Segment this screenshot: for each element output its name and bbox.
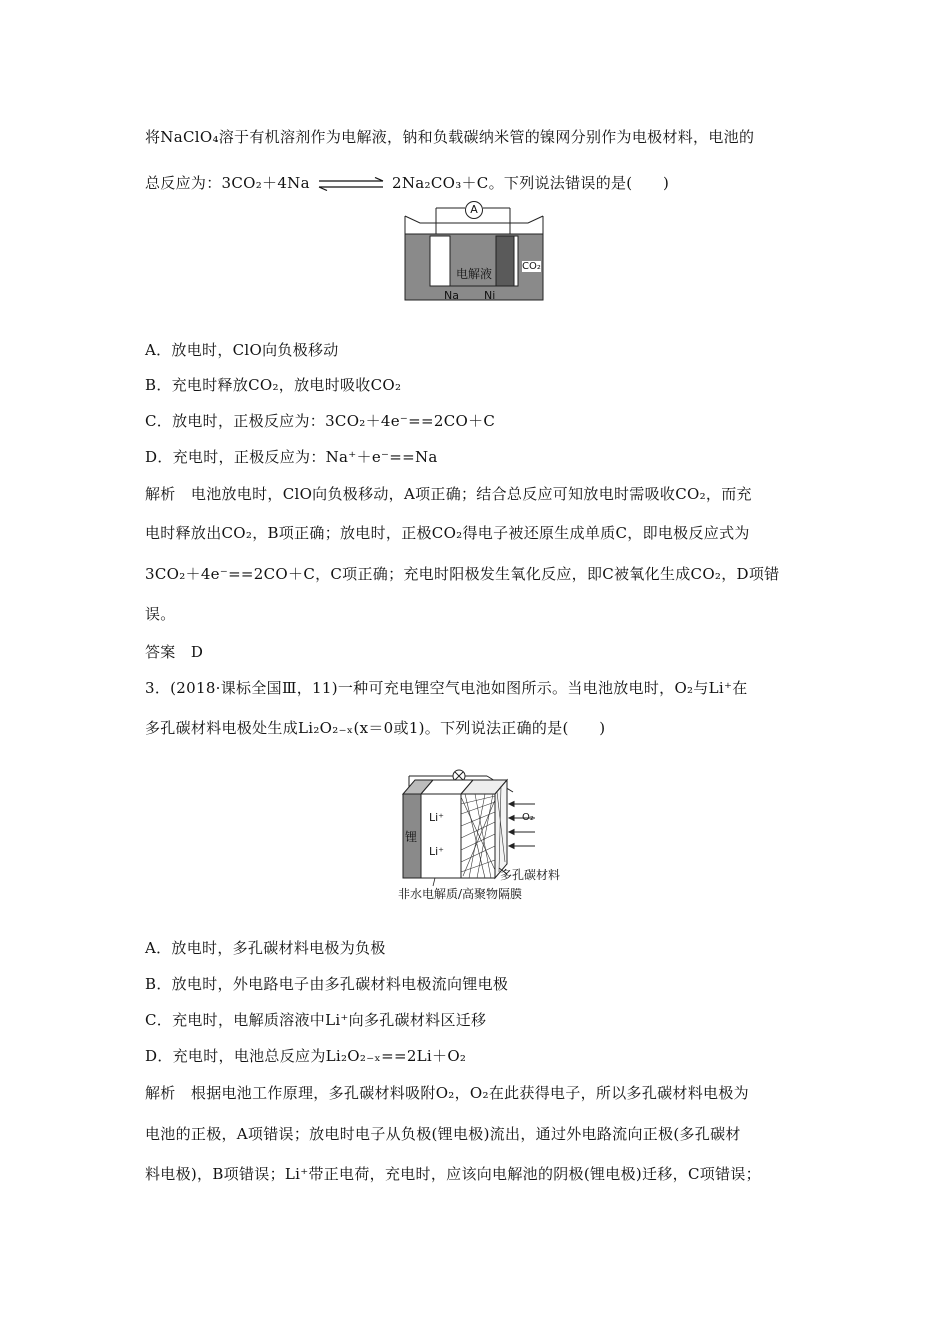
q2-option-d: D．充电时，正极反应为：Na⁺＋e⁻==Na	[145, 448, 438, 466]
q3-stem-line-2: 多孔碳材料电极处生成Li₂O₂₋ₓ(x＝0或1)。下列说法正确的是( )	[145, 719, 606, 737]
q3-option-b: B．放电时，外电路电子由多孔碳材料电极流向锂电极	[145, 975, 509, 993]
na-electrode-label: Na	[444, 289, 459, 302]
q2-option-b: B．充电时释放CO₂，放电时吸收CO₂	[145, 376, 402, 394]
li-ion-label-1: Li⁺	[429, 811, 444, 824]
ammeter-icon: A	[465, 201, 483, 219]
q2-stem-line-2	[145, 173, 669, 193]
q2-analysis-line-1: 解析 电池放电时，ClO向负极移动，A项正确；结合总反应可知放电时需吸收CO₂，而充	[145, 485, 752, 503]
q2-answer: 答案 D	[145, 643, 204, 661]
q2-stem-line-1: 将NaClO₄溶于有机溶剂作为电解液，钠和负载碳纳米管的镍网分别作为电极材料，电池的	[145, 128, 755, 146]
electrolyte-label: 电解液	[456, 267, 493, 281]
q2-analysis-line-4: 误。	[145, 605, 176, 623]
q3-analysis-line-2: 电池的正极，A项错误；放电时电子从负极(锂电极)流出，通过外电路流向正极(多孔碳材	[145, 1125, 741, 1143]
q2-analysis-line-2: 电时释放出CO₂，B项正确；放电时，正极CO₂得电子被还原生成单质C，即电极反应式为	[145, 524, 750, 542]
li-ion-label-2: Li⁺	[429, 845, 444, 858]
q3-option-d: D．充电时，电池总反应为Li₂O₂₋ₓ==2Li＋O₂	[145, 1047, 467, 1065]
q3-option-a: A．放电时，多孔碳材料电极为负极	[145, 939, 386, 957]
q3-option-c: C．充电时，电解质溶液中Li⁺向多孔碳材料区迁移	[145, 1011, 487, 1029]
q3-stem-line-1: 3．(2018·课标全国Ⅲ，11)一种可充电锂空气电池如图所示。当电池放电时，O₂与Li⁺在	[145, 679, 748, 697]
lithium-label: 锂	[405, 830, 418, 844]
o2-label: O₂	[522, 812, 534, 823]
q2-option-a: A．放电时，ClO向负极移动	[145, 341, 339, 359]
q3-analysis-line-3: 料电极)，B项错误；Li⁺带正电荷，充电时，应该向电解池的阴极(锂电极)迁移，C项错误；	[145, 1165, 761, 1183]
membrane-label: 非水电解质/高聚物隔膜	[398, 887, 523, 901]
co2-label: CO₂	[522, 261, 541, 272]
q2-option-c: C．放电时，正极反应为：3CO₂＋4e⁻==2CO＋C	[145, 412, 496, 430]
q2-analysis-line-3: 3CO₂＋4e⁻==2CO＋C，C项正确；充电时阳极发生氧化反应，即C被氧化生成CO₂，D项错	[145, 565, 780, 583]
q2-stem-prefix: 总反应为：3CO₂＋4Na	[145, 174, 310, 192]
porous-carbon-label: 多孔碳材料	[500, 868, 561, 882]
q3-analysis-line-1: 解析 根据电池工作原理，多孔碳材料吸附O₂，O₂在此获得电子，所以多孔碳材料电极为	[145, 1084, 749, 1102]
ni-electrode-label: Ni	[484, 289, 496, 302]
reversible-arrow-icon	[317, 177, 385, 191]
q2-stem-suffix: 2Na₂CO₃＋C。下列说法错误的是( )	[392, 174, 670, 192]
